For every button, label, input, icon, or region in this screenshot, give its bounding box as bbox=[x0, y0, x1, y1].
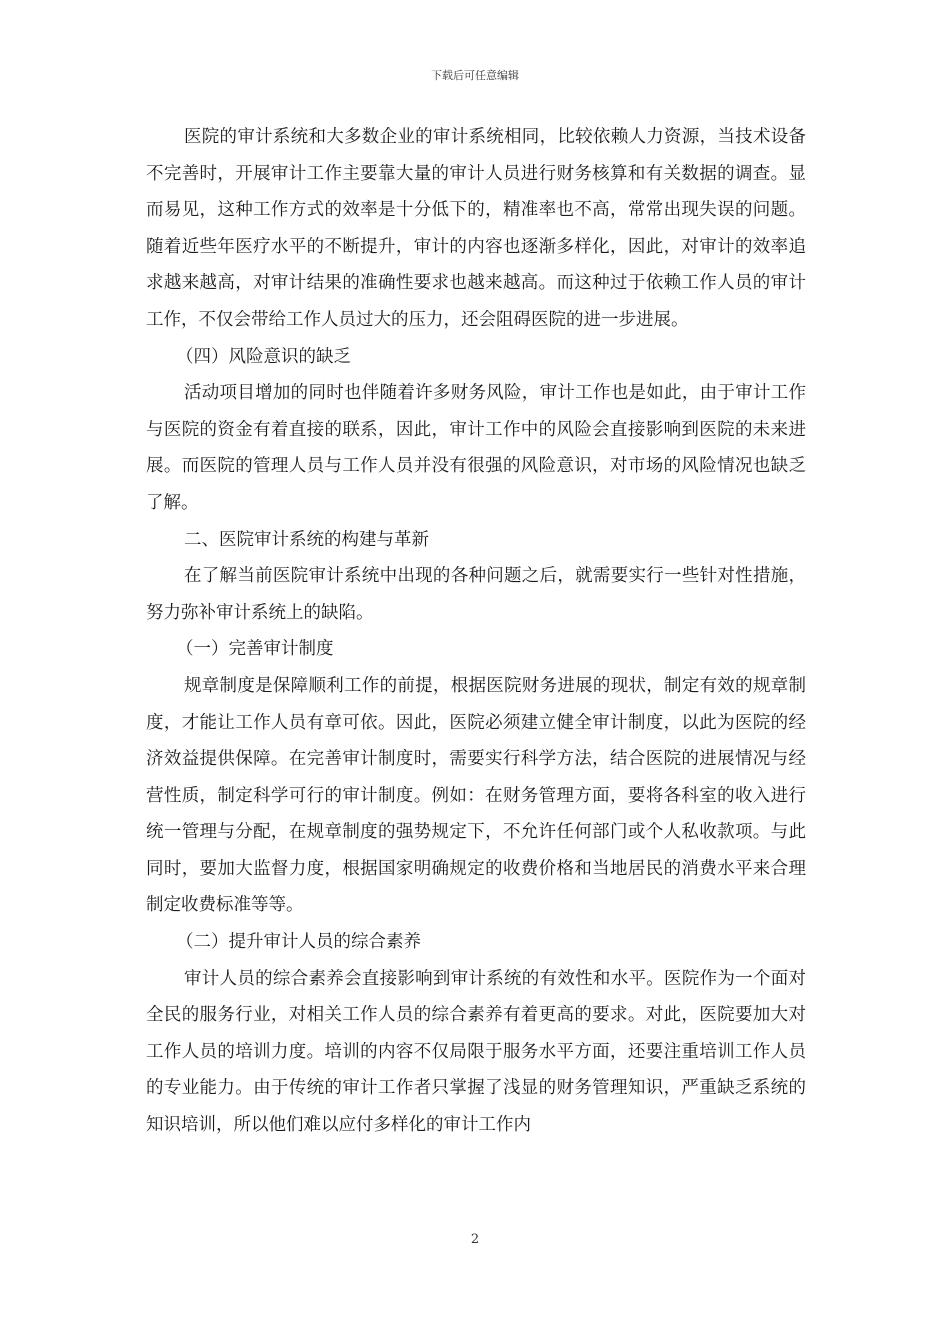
paragraph: 审计人员的综合素养会直接影响到审计系统的有效性和水平。医院作为一个面对全民的服务行业，对相关工作人员的综合素养有着更高的要求。对此，医院要加大对工作人员的培训力度。培训的内容不仅局限于服务水平方面，还要注重培训工作人员的专业能力。由于传统的审计工作者只掌握了浅显的财务管理知识，严重缺乏系统的知识培训，所以他们难以应付多样化的审计工作内 bbox=[146, 968, 806, 1136]
section-heading: （二）提升审计人员的综合素养 bbox=[176, 932, 421, 953]
paragraph: 在了解当前医院审计系统中出现的各种问题之后，就需要实行一些针对性措施，努力弥补审计系统上的缺陷。 bbox=[146, 566, 806, 623]
paragraph: 医院的审计系统和大多数企业的审计系统相同，比较依赖人力资源，当技术设备不完善时，开展审计工作主要靠大量的审计人员进行财务核算和有关数据的调查。显而易见，这种工作方式的效率是十分低下的，精准率也不高，常常出现失误的问题。随着近些年医疗水平的不断提升，审计的内容也逐渐多样化，因此，对审计的效率追求越来越高，对审计结果的准确性要求也越来越高。而这种过于依赖工作人员的审计工作，不仅会带给工作人员过大的压力，还会阻碍医院的进一步进展。 bbox=[146, 127, 806, 330]
section-heading: （一）完善审计制度 bbox=[176, 639, 334, 660]
document-body bbox=[146, 119, 806, 1144]
paragraph: 规章制度是保障顺利工作的前提，根据医院财务进展的现状，制定有效的规章制度，才能让工作人员有章可依。因此，医院必须建立健全审计制度，以此为医院的经济效益提供保障。在完善审计制度时，需要实行科学方法，结合医院的进展情况与经营性质，制定科学可行的审计制度。例如：在财务管理方面，要将各科室的收入进行统一管理与分配，在规章制度的强势规定下，不允许任何部门或个人私收款项。与此同时，要加大监督力度，根据国家明确规定的收费价格和当地居民的消费水平来合理制定收费标准等等。 bbox=[146, 675, 806, 916]
page-header: 下载后可任意编辑 bbox=[431, 69, 519, 82]
section-heading: （四）风险意识的缺乏 bbox=[176, 346, 351, 367]
section-heading: 二、医院审计系统的构建与革新 bbox=[184, 529, 429, 550]
page-number: 2 bbox=[470, 1232, 480, 1247]
paragraph: 活动项目增加的同时也伴随着许多财务风险，审计工作也是如此，由于审计工作与医院的资金有着直接的联系，因此，审计工作中的风险会直接影响到医院的未来进展。而医院的管理人员与工作人员并没有很强的风险意识，对市场的风险情况也缺乏了解。 bbox=[146, 383, 806, 513]
